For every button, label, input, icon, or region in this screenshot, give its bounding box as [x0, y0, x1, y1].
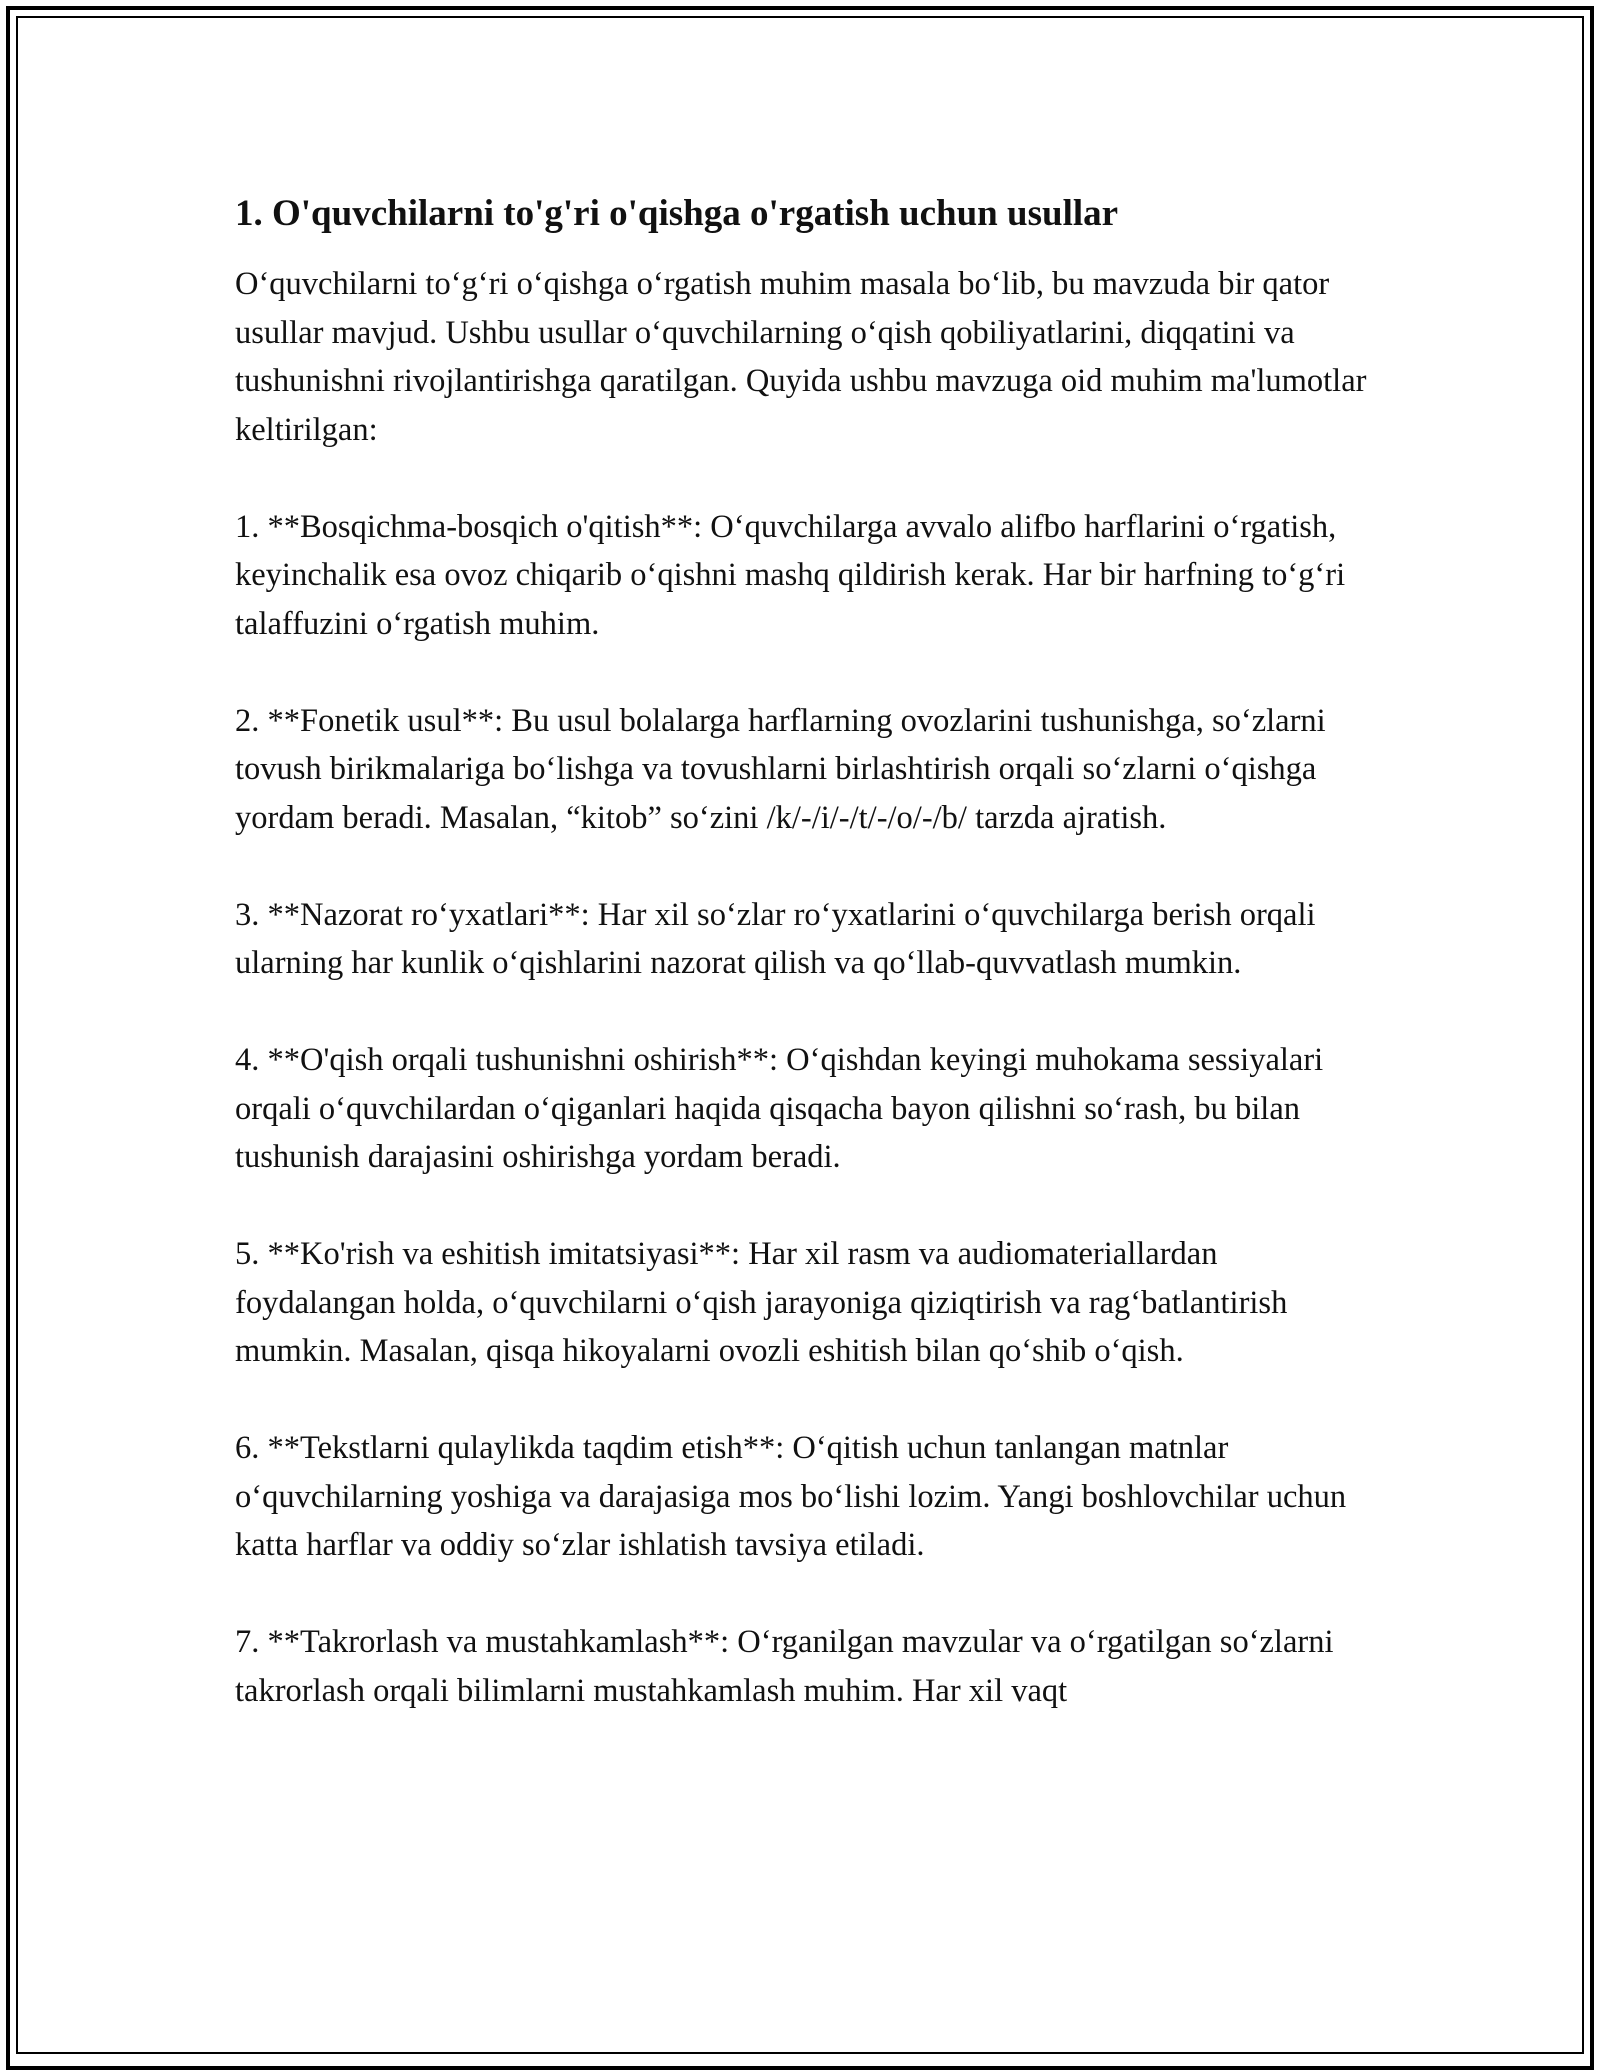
- document-title: 1. O'quvchilarni to'g'ri o'qishga o'rgatish uchun usullar: [235, 193, 1119, 234]
- list-item-6: 6. **Tekstlarni qulaylikda taqdim etish**: O‘qitish uchun tanlangan matnlar o‘quvchilarning yoshiga va darajasiga mos bo‘lishi lozim. Yangi boshlovchilar uchun katta harflar va oddiy so‘zlar ishlatish tavsiya etiladi.: [235, 1430, 1347, 1563]
- list-item-3: 3. **Nazorat ro‘yxatlari**: Har xil so‘zlar ro‘yxatlarini o‘quvchilarga berish orqali ularning har kunlik o‘qishlarini nazorat qilish va qo‘llab-quvvatlash mumkin.: [235, 896, 1316, 981]
- intro-paragraph: O‘quvchilarni to‘g‘ri o‘qishga o‘rgatish muhim masala bo‘lib, bu mavzuda bir qator usullar mavjud. Ushbu usullar o‘quvchilarning o‘qish qobiliyatlarini, diqqatini va tushunishni rivojlantirishga qaratilgan. Quyida ushbu mavzuga oid muhim ma'lumotlar keltirilgan:: [235, 266, 1367, 448]
- list-item-1: 1. **Bosqichma-bosqich o'qitish**: O‘quvchilarga avvalo alifbo harflarini o‘rgatish, keyinchalik esa ovoz chiqarib o‘qishni mashq qildirish kerak. Har bir harfning to‘g‘ri talaffuzini o‘rgatish muhim.: [235, 508, 1346, 642]
- list-item-2: 2. **Fonetik usul**: Bu usul bolalarga harflarning ovozlarini tushunishga, so‘zlarni tovush birikmalariga bo‘lishga va tovushlarni birlashtirish orqali so‘zlarni o‘qishga yordam beradi. Masalan, “kitob” so‘zini /k/-/i/-/t/-/o/-/b/ tarzda ajratish.: [235, 702, 1326, 836]
- document-body: [235, 188, 1385, 1764]
- list-item-4: 4. **O'qish orqali tushunishni oshirish**: O‘qishdan keyingi muhokama sessiyalari orqali o‘quvchilardan o‘qiganlari haqida qisqacha bayon qilishni so‘rash, bu bilan tushunish darajasini oshirishga yordam beradi.: [235, 1042, 1324, 1175]
- list-item-7: 7. **Takrorlash va mustahkamlash**: O‘rganilgan mavzular va o‘rgatilgan so‘zlarni takrorlash orqali bilimlarni mustahkamlash muhim. Har xil vaqt: [235, 1624, 1334, 1709]
- list-item-5: 5. **Ko'rish va eshitish imitatsiyasi**: Har xil rasm va audiomateriallardan foydalangan holda, o‘quvchilarni o‘qish jarayoniga qiziqtirish va rag‘batlantirish mumkin. Masalan, qisqa hikoyalarni ovozli eshitish bilan qo‘shib o‘qish.: [235, 1236, 1288, 1369]
